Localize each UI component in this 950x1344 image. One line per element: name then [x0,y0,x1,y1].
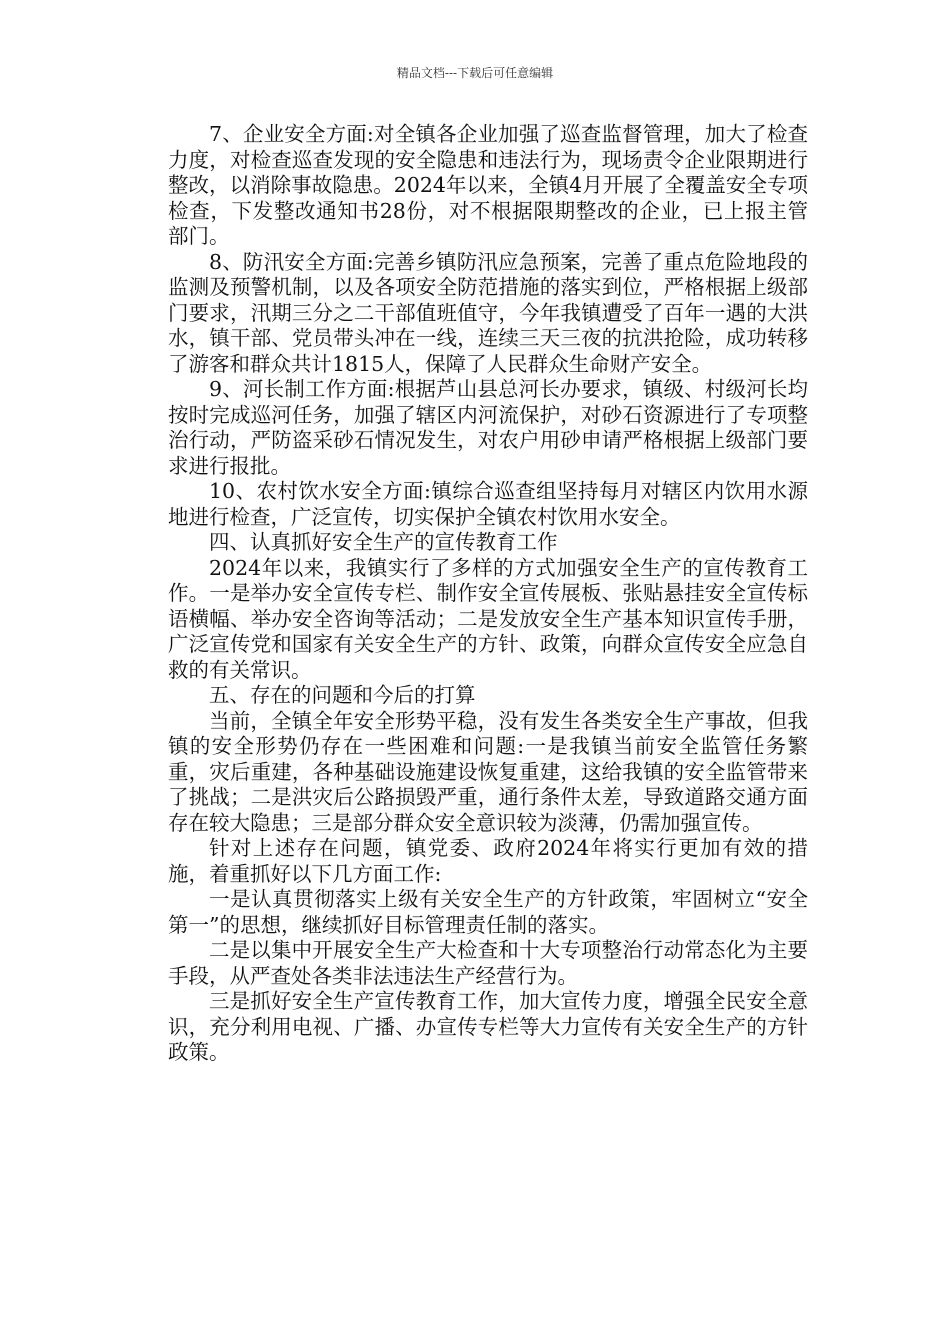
paragraph-publicity: 2024年以来，我镇实行了多样的方式加强安全生产的宣传教育工作。一是举办安全宣传专栏、制作安全宣传展板、张贴悬挂安全宣传标语横幅、举办安全咨询等活动；二是发放安全生产基本知识宣传手册，广泛宣传党和国家有关安全生产的方针、政策，向群众宣传安全应急自救的有关常识。 [168,555,808,682]
paragraph-enterprise-safety: 7、企业安全方面:对全镇各企业加强了巡查监督管理，加大了检查力度，对检查巡查发现的安全隐患和违法行为，现场责令企业限期进行整改，以消除事故隐患。2024年以来，全镇4月开展了全覆盖安全专项检查，下发整改通知书28份，对不根据限期整改的企业，已上报主管部门。 [168,122,808,248]
paragraph-measure-two: 二是以集中开展安全生产大检查和十大专项整治行动常态化为主要手段，从严查处各类非法违法生产经营行为。 [168,938,808,988]
paragraph-problems: 当前，全镇全年安全形势平稳，没有发生各类安全生产事故，但我镇的安全形势仍存在一些困难和问题:一是我镇当前安全监管任务繁重，灾后重建，各种基础设施建设恢复重建，这给我镇的安全监管带来了挑战；二是洪灾后公路损毁严重，通行条件太差，导致道路交通方面存在较大隐患；三是部分群众安全意识较为淡薄，仍需加强宣传。 [168,708,808,835]
section-heading-publicity: 四、认真抓好安全生产的宣传教育工作 [209,530,558,554]
section-heading-problems: 五、存在的问题和今后的打算 [209,683,476,707]
paragraph-flood-control: 8、防汛安全方面:完善乡镇防汛应急预案，完善了重点危险地段的监测及预警机制，以及各项安全防范措施的落实到位，严格根据上级部门要求，汛期三分之二干部值班值守，今年我镇遭受了百年一遇的大洪水，镇干部、党员带头冲在一线，连续三天三夜的抗洪抢险，成功转移了游客和群众共计1815人，保障了人民群众生命财产安全。 [168,249,808,376]
paragraph-measure-three: 三是抓好安全生产宣传教育工作，加大宣传力度，增强全民安全意识，充分利用电视、广播、办宣传专栏等大力宣传有关安全生产的方针政策。 [168,989,808,1064]
paragraph-river-chief: 9、河长制工作方面:根据芦山县总河长办要求，镇级、村级河长均按时完成巡河任务，加强了辖区内河流保护，对砂石资源进行了专项整治行动，严防盗采砂石情况发生，对农户用砂申请严格根据上级部门要求进行报批。 [168,377,808,478]
paragraph-measures-intro: 针对上述存在问题，镇党委、政府2024年将实行更加有效的措施，着重抓好以下几方面工作: [168,836,808,886]
paragraph-drinking-water: 10、农村饮水安全方面:镇综合巡查组坚持每月对辖区内饮用水源地进行检查，广泛宣传，切实保护全镇农村饮用水安全。 [168,479,808,529]
page-header: 精品文档---下载后可任意编辑 [396,66,554,80]
document-body [168,122,808,1066]
paragraph-measure-one: 一是认真贯彻落实上级有关安全生产的方针政策，牢固树立“安全第一”的思想，继续抓好目标管理责任制的落实。 [168,887,808,937]
